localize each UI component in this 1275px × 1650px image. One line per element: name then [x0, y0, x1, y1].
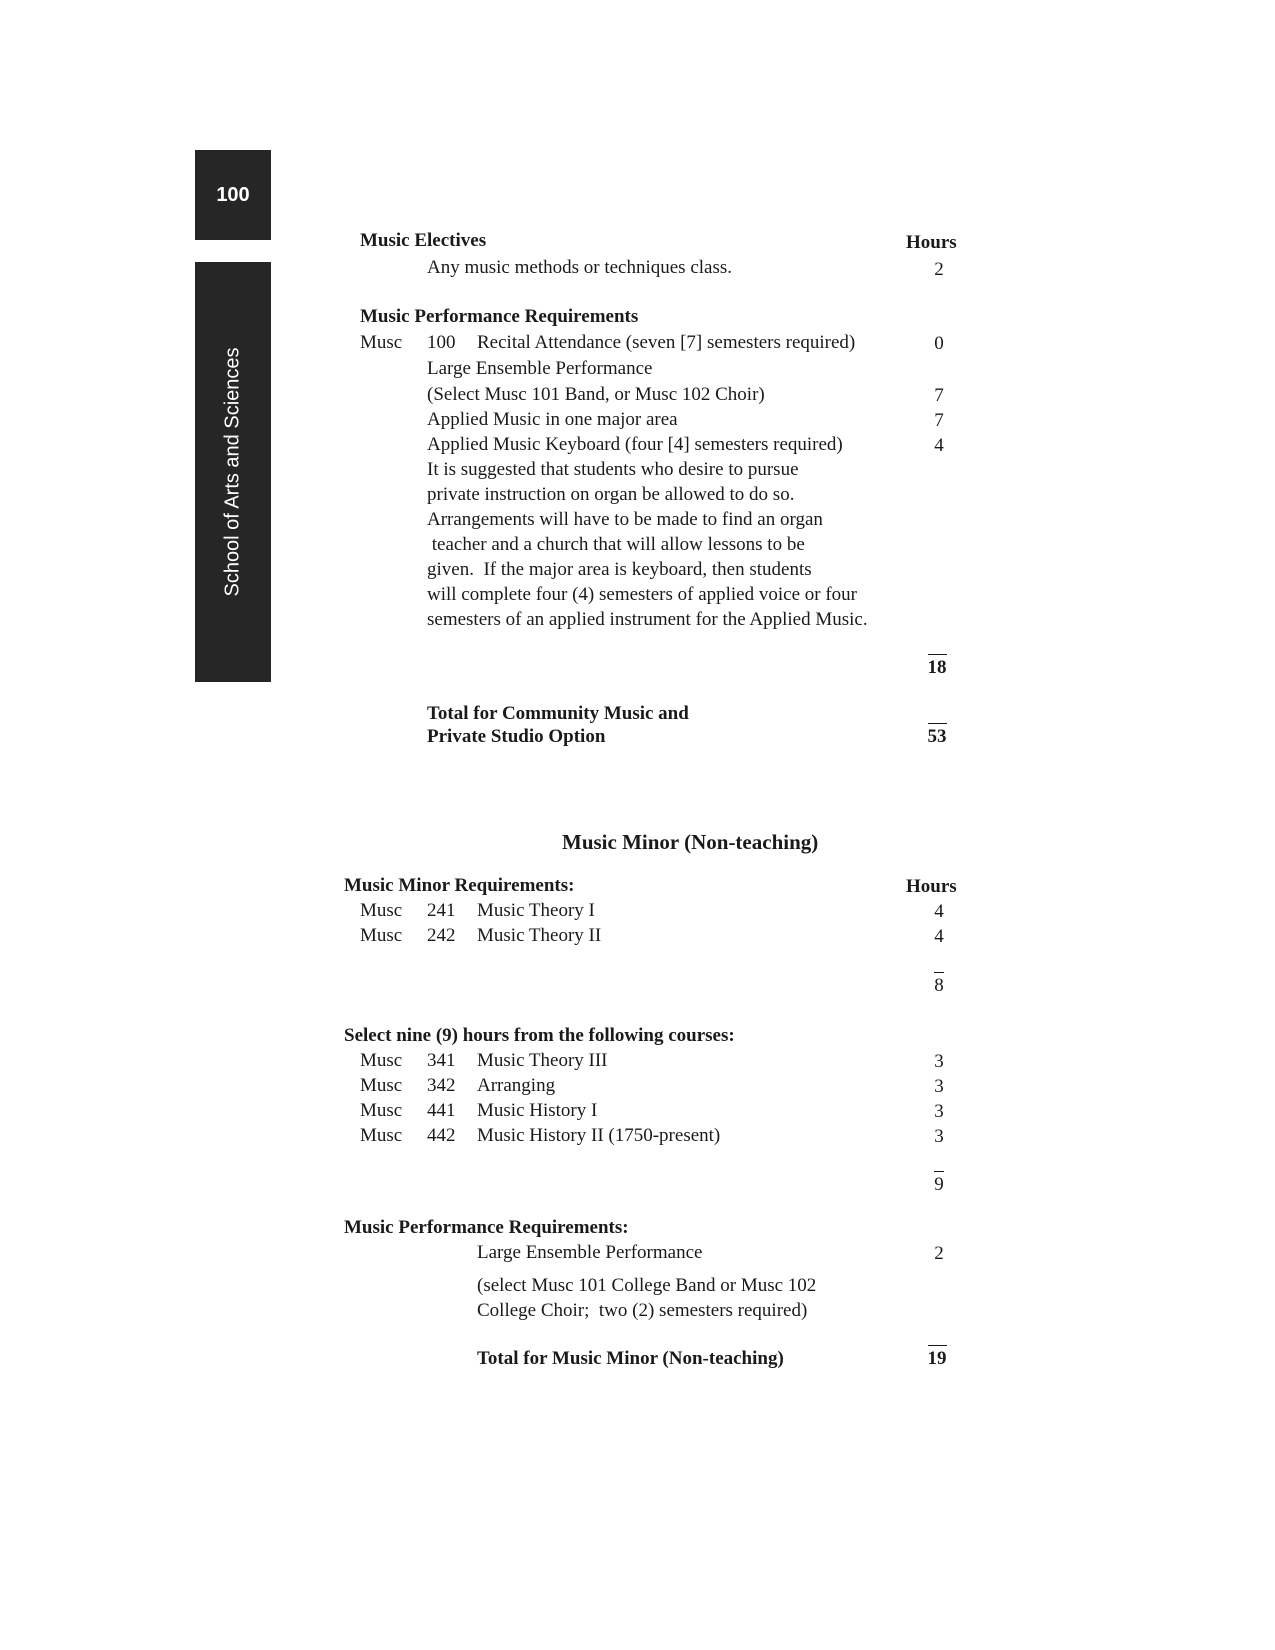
course-dept: Musc: [360, 1050, 403, 1071]
note-line: Arrangements will have to be made to find an organ: [427, 509, 823, 530]
course-hours: 3: [934, 1101, 944, 1122]
elective-subtotal: 9: [934, 1171, 944, 1195]
course-number: 442: [427, 1125, 456, 1146]
electives-heading: Music Electives: [360, 230, 487, 251]
applied-music-hours: 7: [934, 410, 944, 431]
total-line-2: Private Studio Option: [427, 726, 606, 747]
course-number: 441: [427, 1100, 456, 1121]
note-line: It is suggested that students who desire to pursue: [427, 459, 799, 480]
applied-music-text: Applied Music in one major area: [427, 409, 678, 430]
ensemble-line-2: (Select Musc 101 Band, or Musc 102 Choir): [427, 384, 765, 405]
course-number: 341: [427, 1050, 456, 1071]
course-title: Recital Attendance (seven [7] semesters required): [477, 332, 856, 353]
course-title: Music History II (1750-present): [477, 1125, 721, 1146]
performance-heading: Music Performance Requirements: [360, 306, 639, 327]
course-dept: Musc: [360, 1100, 403, 1121]
course-title: Music Theory I: [477, 900, 595, 921]
note-line: private instruction on organ be allowed to do so.: [427, 484, 795, 505]
minor-total-hours: 19: [928, 1345, 947, 1369]
section-tab: [195, 262, 271, 682]
minor-ensemble-note-1: (select Musc 101 College Band or Musc 102: [477, 1275, 817, 1296]
course-title: Music History I: [477, 1100, 598, 1121]
course-number: 100: [427, 332, 456, 353]
hours-column-header: Hours: [906, 232, 957, 253]
minor-ensemble-hours: 2: [934, 1243, 944, 1264]
course-dept: Musc: [360, 332, 403, 353]
course-dept: Musc: [360, 925, 403, 946]
electives-hours: 2: [934, 259, 944, 280]
keyboard-hours: 4: [934, 435, 944, 456]
minor-title: Music Minor (Non-teaching): [562, 830, 819, 854]
minor-ensemble-text: Large Ensemble Performance: [477, 1242, 703, 1263]
course-dept: Musc: [360, 900, 403, 921]
course-hours: 0: [934, 333, 944, 354]
total-line-1: Total for Community Music and: [427, 703, 689, 724]
performance-subtotal: 18: [928, 654, 947, 678]
option-total-hours: 53: [928, 723, 947, 747]
select-heading: Select nine (9) hours from the following courses:: [344, 1025, 735, 1046]
keyboard-text: Applied Music Keyboard (four [4] semesters required): [427, 434, 843, 455]
electives-text: Any music methods or techniques class.: [427, 257, 733, 278]
minor-performance-heading: Music Performance Requirements:: [344, 1217, 629, 1238]
section-tab-label: School of Arts and Sciences: [221, 347, 244, 597]
course-hours: 4: [934, 926, 944, 947]
course-number: 342: [427, 1075, 456, 1096]
course-title: Music Theory II: [477, 925, 602, 946]
note-line: teacher and a church that will allow lessons to be: [427, 534, 805, 555]
ensemble-hours: 7: [934, 385, 944, 406]
course-hours: 4: [934, 901, 944, 922]
minor-ensemble-note-2: College Choir; two (2) semesters required): [477, 1300, 808, 1321]
note-line: semesters of an applied instrument for the Applied Music.: [427, 609, 868, 630]
course-number: 242: [427, 925, 456, 946]
note-line: will complete four (4) semesters of applied voice or four: [427, 584, 857, 605]
minor-hours-header: Hours: [906, 876, 957, 897]
course-hours: 3: [934, 1076, 944, 1097]
minor-requirements-heading: Music Minor Requirements:: [344, 875, 575, 896]
note-line: given. If the major area is keyboard, then students: [427, 559, 812, 580]
course-dept: Musc: [360, 1075, 403, 1096]
course-title: Music Theory III: [477, 1050, 608, 1071]
course-hours: 3: [934, 1126, 944, 1147]
course-hours: 3: [934, 1051, 944, 1072]
course-title: Arranging: [477, 1075, 556, 1096]
ensemble-line-1: Large Ensemble Performance: [427, 358, 653, 379]
requirements-subtotal: 8: [934, 972, 944, 996]
course-dept: Musc: [360, 1125, 403, 1146]
course-number: 241: [427, 900, 456, 921]
page-number-tab: [195, 150, 271, 240]
page-number: 100: [216, 183, 250, 206]
minor-total-label: Total for Music Minor (Non-teaching): [477, 1348, 784, 1369]
